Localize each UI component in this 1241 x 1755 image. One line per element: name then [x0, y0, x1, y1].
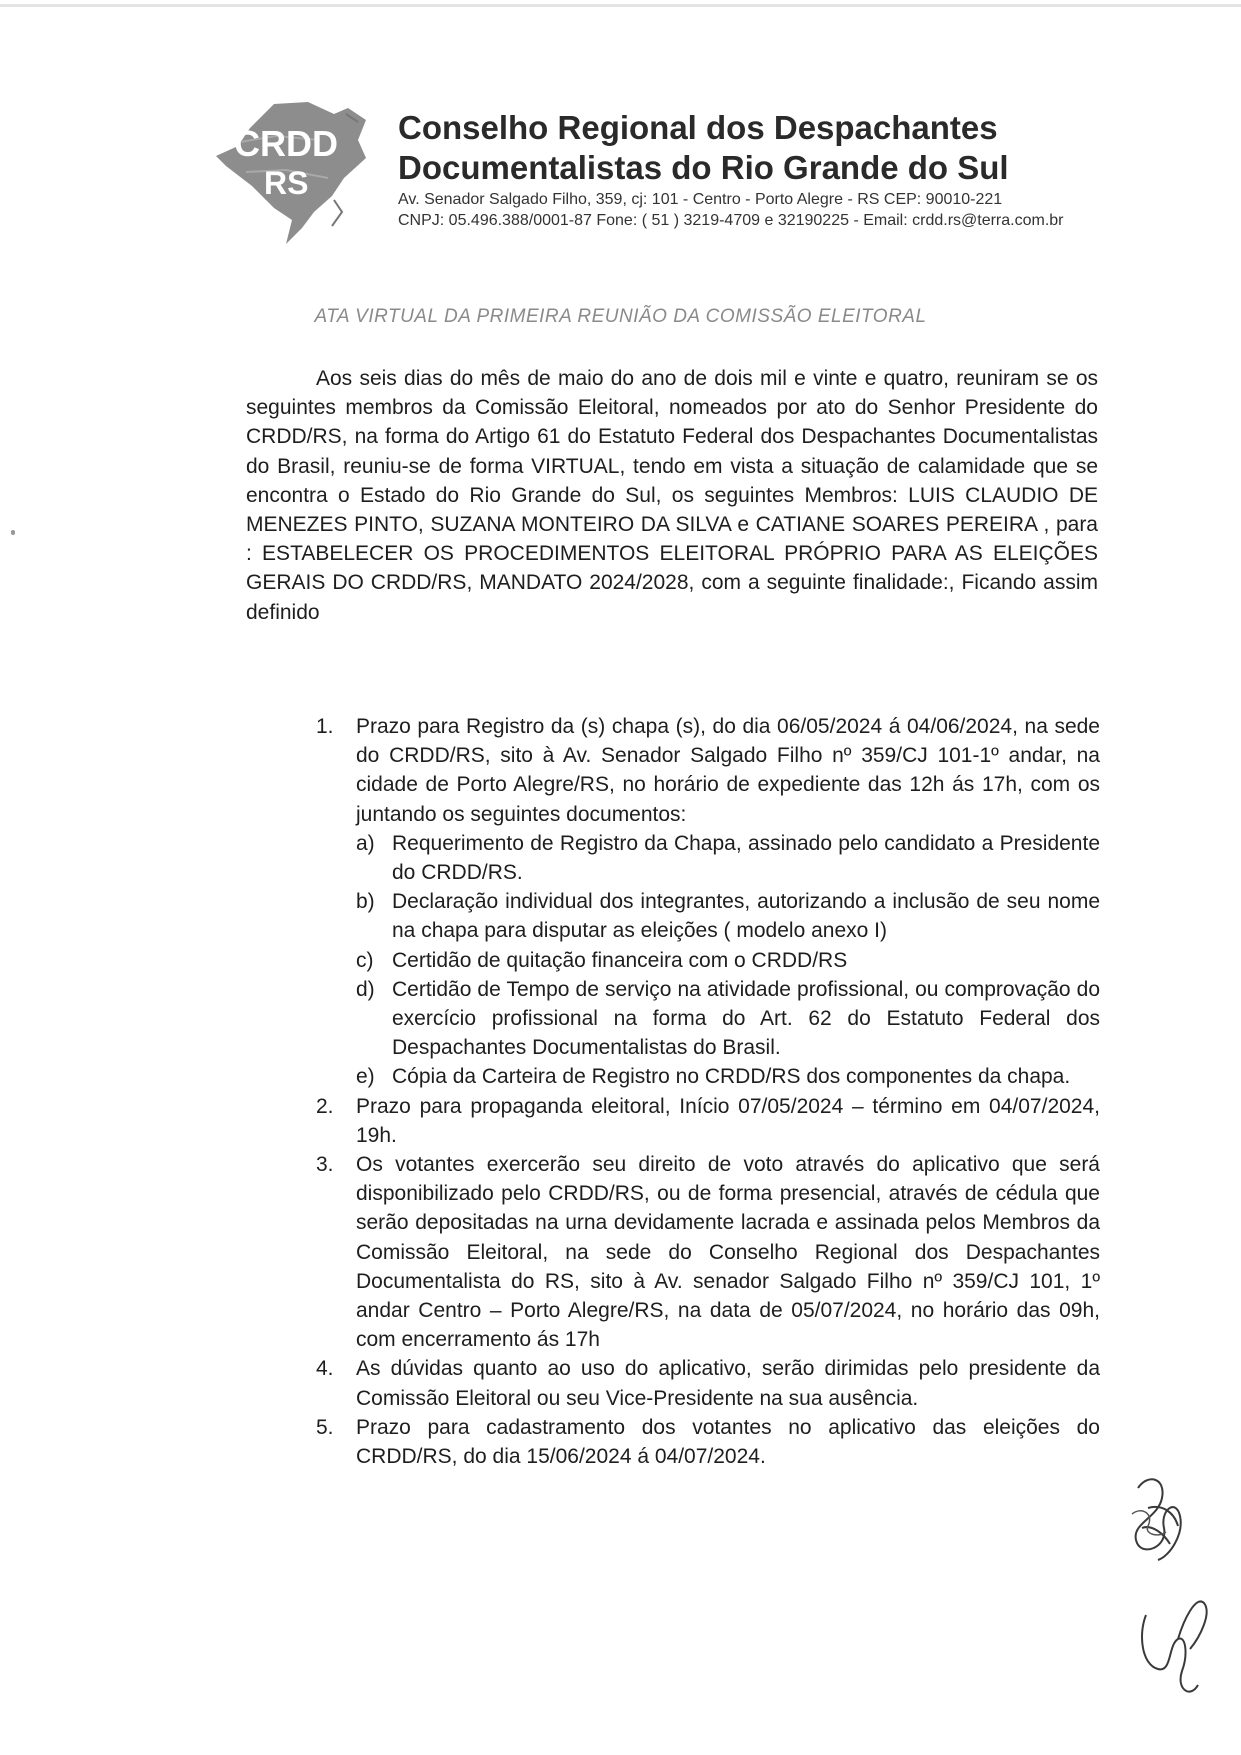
list-item-text: As dúvidas quanto ao uso do aplicativo, serão dirimidas pelo presidente da Comissão Eleitoral ou seu Vice-Presidente na sua ausência.	[356, 1357, 1100, 1410]
list-item-text: Os votantes exercerão seu direito de voto através do aplicativo que será disponibilizado pelo CRDD/RS, ou de forma presencial, através de cédula que serão depositadas na urna devidamente lacrada e assinada pelos Membros da Comissão Eleitoral, na sede do Conselho Regional dos Despachantes Documentalista do RS, sito à Av. senador Salgado Filho nº 359/CJ 101, 1º andar Centro – Porto Alegre/RS, na data de 05/07/2024, no horário das 09h, com encerramento ás 17h	[356, 1153, 1100, 1352]
sub-item-text: Certidão de Tempo de serviço na atividade profissional, ou comprovação do exercício profissional na forma do Art. 62 do Estatuto Federal dos Despachantes Documentalistas do Brasil.	[392, 977, 1100, 1060]
svg-text:CRDD: CRDD	[234, 123, 338, 164]
sub-item-text: Declaração individual dos integrantes, autorizando a inclusão de seu nome na chapa para disputar as eleições ( modelo anexo I)	[392, 890, 1100, 943]
sub-item-letter: c)	[356, 948, 374, 972]
sub-item	[356, 1062, 1100, 1091]
organization-address: Av. Senador Salgado Filho, 359, cj: 101 - Centro - Porto Alegre - RS CEP: 90010-221	[398, 191, 1003, 208]
signature-initials-2	[1128, 1585, 1213, 1705]
list-item-number: 4.	[316, 1357, 334, 1381]
list-item-text: Prazo para cadastramento dos votantes no aplicativo das eleições do CRDD/RS, do dia 15/06/2024 á 04/07/2024.	[356, 1415, 1100, 1469]
organization-name-line-1: Conselho Regional dos Despachantes	[398, 109, 998, 146]
sub-item	[356, 946, 1100, 975]
list-item	[316, 712, 1100, 1092]
sub-item	[356, 829, 1100, 887]
sub-item	[356, 887, 1100, 945]
list-item	[316, 1354, 1100, 1412]
organization-phone-email: CNPJ: 05.496.388/0001-87 Fone: ( 51 ) 3219-4709 e 32190225 - Email: crdd.rs@terra.com.br	[398, 212, 1064, 229]
list-item-number: 2.	[316, 1094, 334, 1118]
list-item	[316, 1413, 1100, 1471]
sub-item-text: Cópia da Carteira de Registro no CRDD/RS dos componentes da chapa.	[392, 1065, 1071, 1089]
sub-item	[356, 975, 1100, 1063]
sub-item-text: Requerimento de Registro da Chapa, assinado pelo candidato a Presidente do CRDD/RS.	[392, 831, 1100, 885]
required-documents-list	[356, 829, 1100, 1092]
svg-text:RS: RS	[264, 165, 309, 201]
signature-initials-1	[1118, 1468, 1198, 1568]
intro-paragraph: Aos seis dias do mês de maio do ano de dois mil e vinte e quatro, reuniram se os seguintes membros da Comissão Eleitoral, nomeados por ato do Senhor Presidente do CRDD/RS, na forma do Artigo 61 do Estatuto Federal dos Despachantes Documentalistas do Brasil, reuniu-se de forma VIRTUAL, tendo em vista a situação de calamidade que se encontra o Estado do Rio Grande do Sul, os seguintes Membros: LUIS CLAUDIO DE MENEZES PINTO, SUZANA MONTEIRO DA SILVA e CATIANE SOARES PEREIRA , para : ESTABELECER OS PROCEDIMENTOS ELEITORAL PRÓPRIO PARA AS ELEIÇÕES GERAIS DO CRDD/RS, MANDATO 2024/2028, com a seguinte finalidade:, Ficando assim definido	[246, 367, 1098, 624]
list-item-number: 5.	[316, 1415, 334, 1439]
list-item	[316, 1092, 1100, 1150]
document-title: ATA VIRTUAL DA PRIMEIRA REUNIÃO DA COMISSÃO ELEITORAL	[314, 306, 927, 327]
organization-name-line-2: Documentalistas do Rio Grande do Sul	[398, 149, 1009, 186]
sub-item-letter: a)	[356, 831, 375, 855]
list-item	[316, 1150, 1100, 1354]
crdd-logo	[216, 100, 396, 250]
list-item-number: 3.	[316, 1153, 334, 1177]
sub-item-letter: e)	[356, 1065, 375, 1089]
sub-item-text: Certidão de quitação financeira com o CRDD/RS	[392, 948, 848, 972]
scan-edge-line	[0, 4, 1241, 7]
procedures-list	[316, 712, 1100, 1471]
scan-speck	[11, 530, 15, 535]
organization-name	[398, 108, 1009, 188]
list-item-number: 1.	[316, 715, 334, 738]
sub-item-letter: d)	[356, 977, 375, 1001]
organization-contact	[398, 189, 1064, 231]
list-item-text: Prazo para propaganda eleitoral, Início 07/05/2024 – término em 04/07/2024, 19h.	[356, 1094, 1100, 1147]
sub-item-letter: b)	[356, 890, 375, 914]
list-item-text: Prazo para Registro da (s) chapa (s), do dia 06/05/2024 á 04/06/2024, na sede do CRDD/RS, sito à Av. Senador Salgado Filho nº 359/CJ 101-1º andar, na cidade de Porto Alegre/RS, no horário de expediente das 12h ás 17h, com os juntando os seguintes documentos:	[356, 715, 1100, 826]
